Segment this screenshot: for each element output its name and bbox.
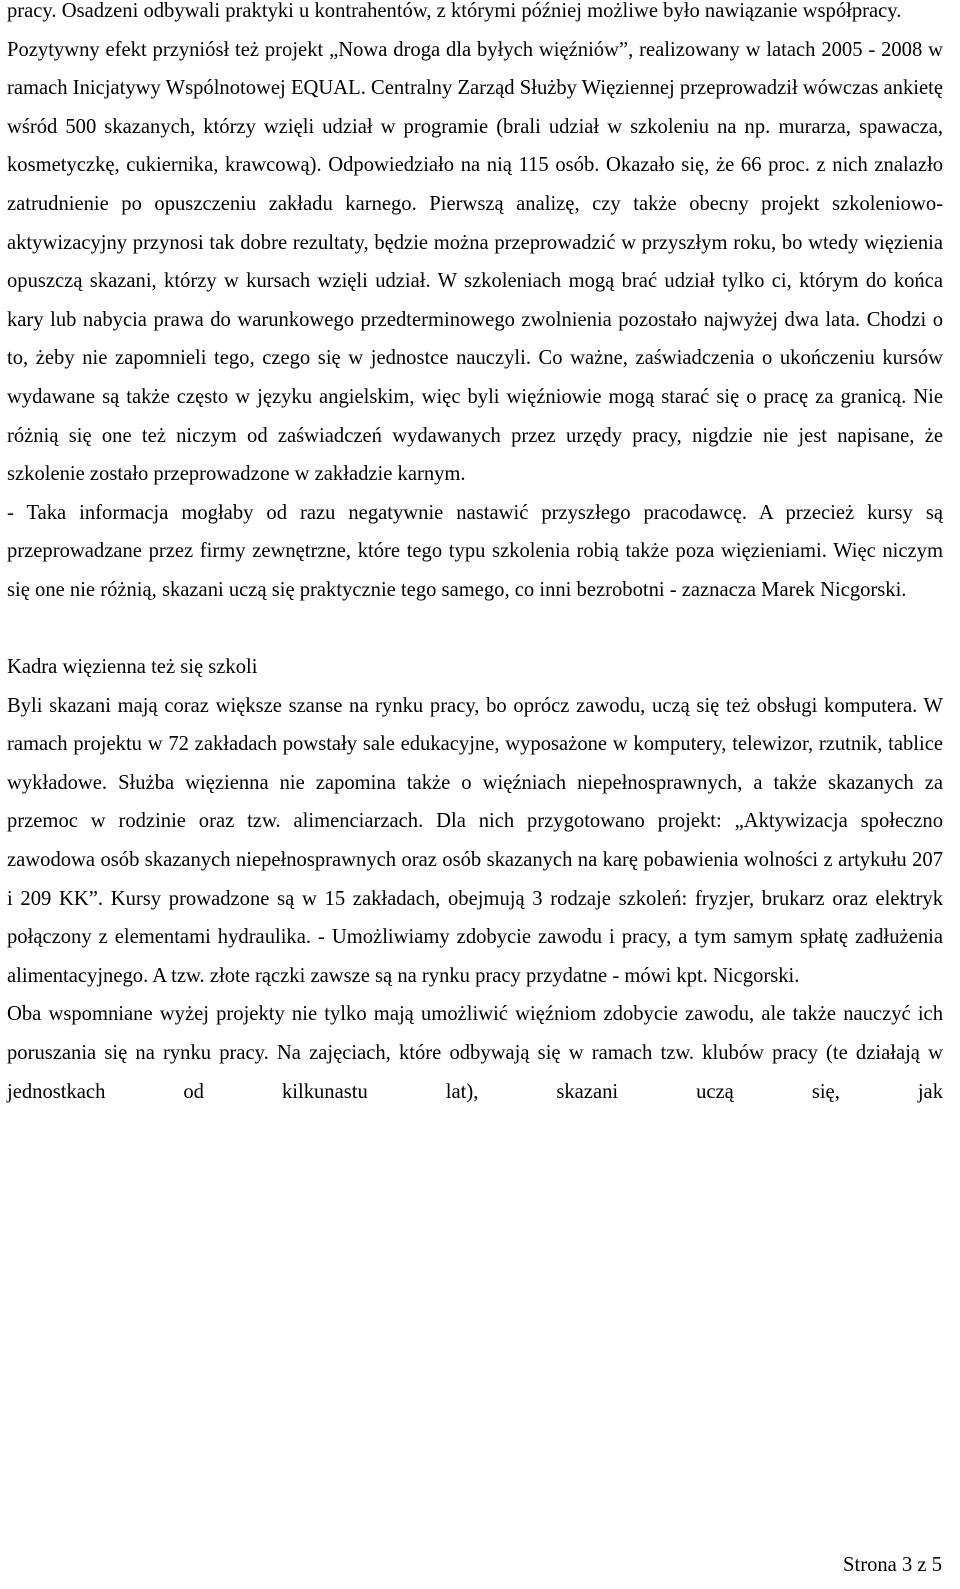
paragraph: pracy. Osadzeni odbywali praktyki u kontrahentów, z którymi później możliwe było nawiązanie współpracy. [7,0,902,22]
paragraph: - Taka informacja mogłaby od razu negatywnie nastawić przyszłego pracodawcę. A przecież kursy są przeprowadzane przez firmy zewnętrzne, które tego typu szkolenia robią także poza więzieniami. Więc niczym się one nie różnią, skazani uczą się praktycznie tego samego, co inni bezrobotni - zaznacza Marek Nicgorski. [7,501,943,601]
document-page [7,0,943,1111]
paragraph: Pozytywny efekt przyniósł też projekt „Nowa droga dla byłych więźniów”, realizowany w latach 2005 - 2008 w ramach Inicjatywy Wspólnotowej EQUAL. Centralny Zarząd Służby Więziennej przeprowadził wówczas ankietę wśród 500 skazanych, którzy wzięli udział w programie (brali udział w szkoleniu na np. murarza, spawacza, kosmetyczkę, cukiernika, krawcową). Odpowiedziało na nią 115 osób. Okazało się, że 66 proc. z nich znalazło zatrudnienie po opuszczeniu zakładu karnego. Pierwszą analizę, czy także obecny projekt szkoleniowo-aktywizacyjny przynosi tak dobre rezultaty, będzie można przeprowadzić w przyszłym roku, bo wtedy więzienia opuszczą skazani, którzy w kursach wzięli udział. W szkoleniach mogą brać udział tylko ci, którym do końca kary lub nabycia prawa do warunkowego przedterminowego zwolnienia pozostało najwyżej dwa lata. Chodzi o to, żeby nie zapomnieli tego, czego się w jednostce nauczyli. Co ważne, zaświadczenia o ukończeniu kursów wydawane są także często w języku angielskim, więc byli więźniowie mogą starać się o pracę za granicą. Nie różnią się one też niczym od zaświadczeń wydawanych przez urzędy pracy, nigdzie nie jest napisane, że szkolenie zostało przeprowadzone w zakładzie karnym. [7,38,943,486]
paragraph: Byli skazani mają coraz większe szanse na rynku pracy, bo oprócz zawodu, uczą się też obsługi komputera. W ramach projektu w 72 zakładach powstały sale edukacyjne, wyposażone w komputery, telewizor, rzutnik, tablice wykładowe. Służba więzienna nie zapomina także o więźniach niepełnosprawnych, a także skazanych za przemoc w rodzinie oraz tzw. alimenciarzach. Dla nich przygotowano projekt: „Aktywizacja społeczno zawodowa osób skazanych niepełnosprawnych oraz osób skazanych na karę pobawienia wolności z artykułu 207 i 209 KK”. Kursy prowadzone są w 15 zakładach, obejmują 3 rodzaje szkoleń: fryzjer, brukarz oraz elektryk połączony z elementami hydraulika. - Umożliwiamy zdobycie zawodu i pracy, a tym samym spłatę zadłużenia alimentacyjnego. A tzw. złote rączki zawsze są na rynku pracy przydatne - mówi kpt. Nicgorski. [7,694,943,987]
page-number: Strona 3 z 5 [843,1554,942,1576]
paragraph-spacer [7,610,943,649]
paragraph: Oba wspomniane wyżej projekty nie tylko mają umożliwić więźniom zdobycie zawodu, ale także nauczyć ich poruszania się na rynku pracy. Na zajęciach, które odbywają się w ramach tzw. klubów pracy (te działają w jednostkach od kilkunastu lat), skazani uczą się, jak [7,1003,943,1103]
section-heading: Kadra więzienna też się szkoli [7,656,258,679]
